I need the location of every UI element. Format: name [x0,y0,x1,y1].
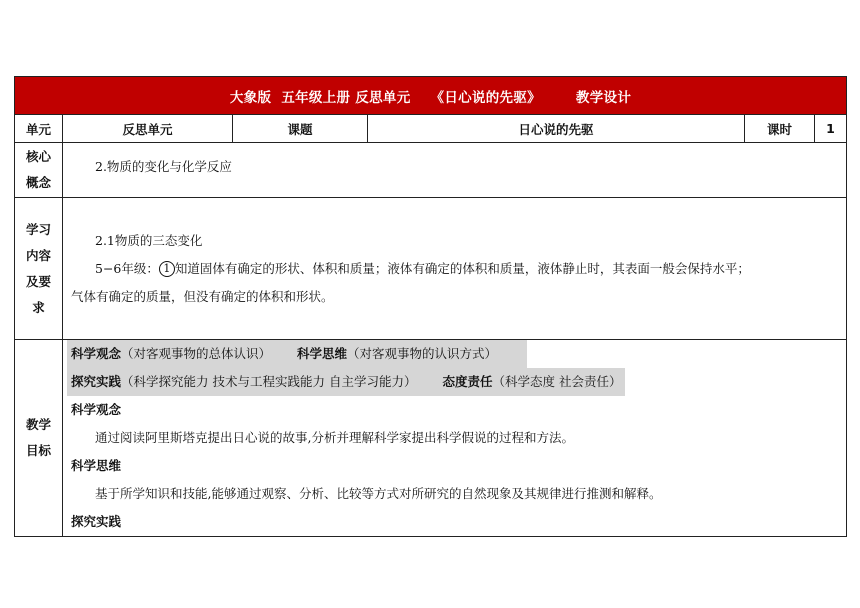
learning-line-2: 5−6年级： 1 知道固体有确定的形状、体积和质量；液体有确定的体积和质量，液体静止时，其表面一般会保持水平； [95,260,750,276]
unit-label: 单元 [15,115,63,143]
topic-value: 日心说的先驱 [368,115,745,143]
title-design: 教学设计 [575,89,632,106]
lesson-plan-document [14,76,846,537]
learning-content [63,198,847,340]
goals-row [15,340,847,537]
title-lesson: 《日心说的先驱》 [430,89,541,106]
period-label: 课时 [745,115,815,143]
goals-label: 教学 目标 [15,340,63,537]
goals-tag-line-2: 探究实践（科学探究能力 技术与工程实践能力 自主学习能力） 态度责任（科学态度 社会责任） [71,368,840,396]
core-concept-label: 核心 概念 [15,143,63,198]
goals-content [63,340,847,537]
goal-paragraph-thinking: 基于所学知识和技能,能够通过观察、分析、比较等方式对所研究的自然现象及其规律进行推测和解释。 [95,486,662,501]
lesson-plan-table [14,76,847,537]
period-value: 1 [815,115,847,143]
learning-label: 学习 内容 及要 求 [15,198,63,340]
goal-heading-concept: 科学观念 [71,402,122,417]
goal-heading-practice: 探究实践 [71,514,122,529]
core-concept-text: 2.物质的变化与化学反应 [63,143,847,198]
learning-row [15,198,847,340]
goal-heading-thinking: 科学思维 [71,458,122,473]
topic-label: 课题 [233,115,368,143]
title-grade-unit: 五年级上册 反思单元 [281,89,411,106]
goals-tag-line-1: 科学观念（对客观事物的总体认识） 科学思维（对客观事物的认识方式） [71,340,840,368]
learning-line-1: 2.1物质的三态变化 [95,232,203,248]
core-concept-row [15,143,847,198]
circled-number: 1 [159,261,175,277]
document-title [15,77,847,115]
title-publisher: 大象版 [229,89,272,106]
info-row [15,115,847,143]
unit-value: 反思单元 [63,115,233,143]
goal-paragraph-concept: 通过阅读阿里斯塔克提出日心说的故事,分析并理解科学家提出科学假说的过程和方法。 [95,430,574,445]
learning-line-3: 气体有确定的质量，但没有确定的体积和形状。 [71,288,334,304]
